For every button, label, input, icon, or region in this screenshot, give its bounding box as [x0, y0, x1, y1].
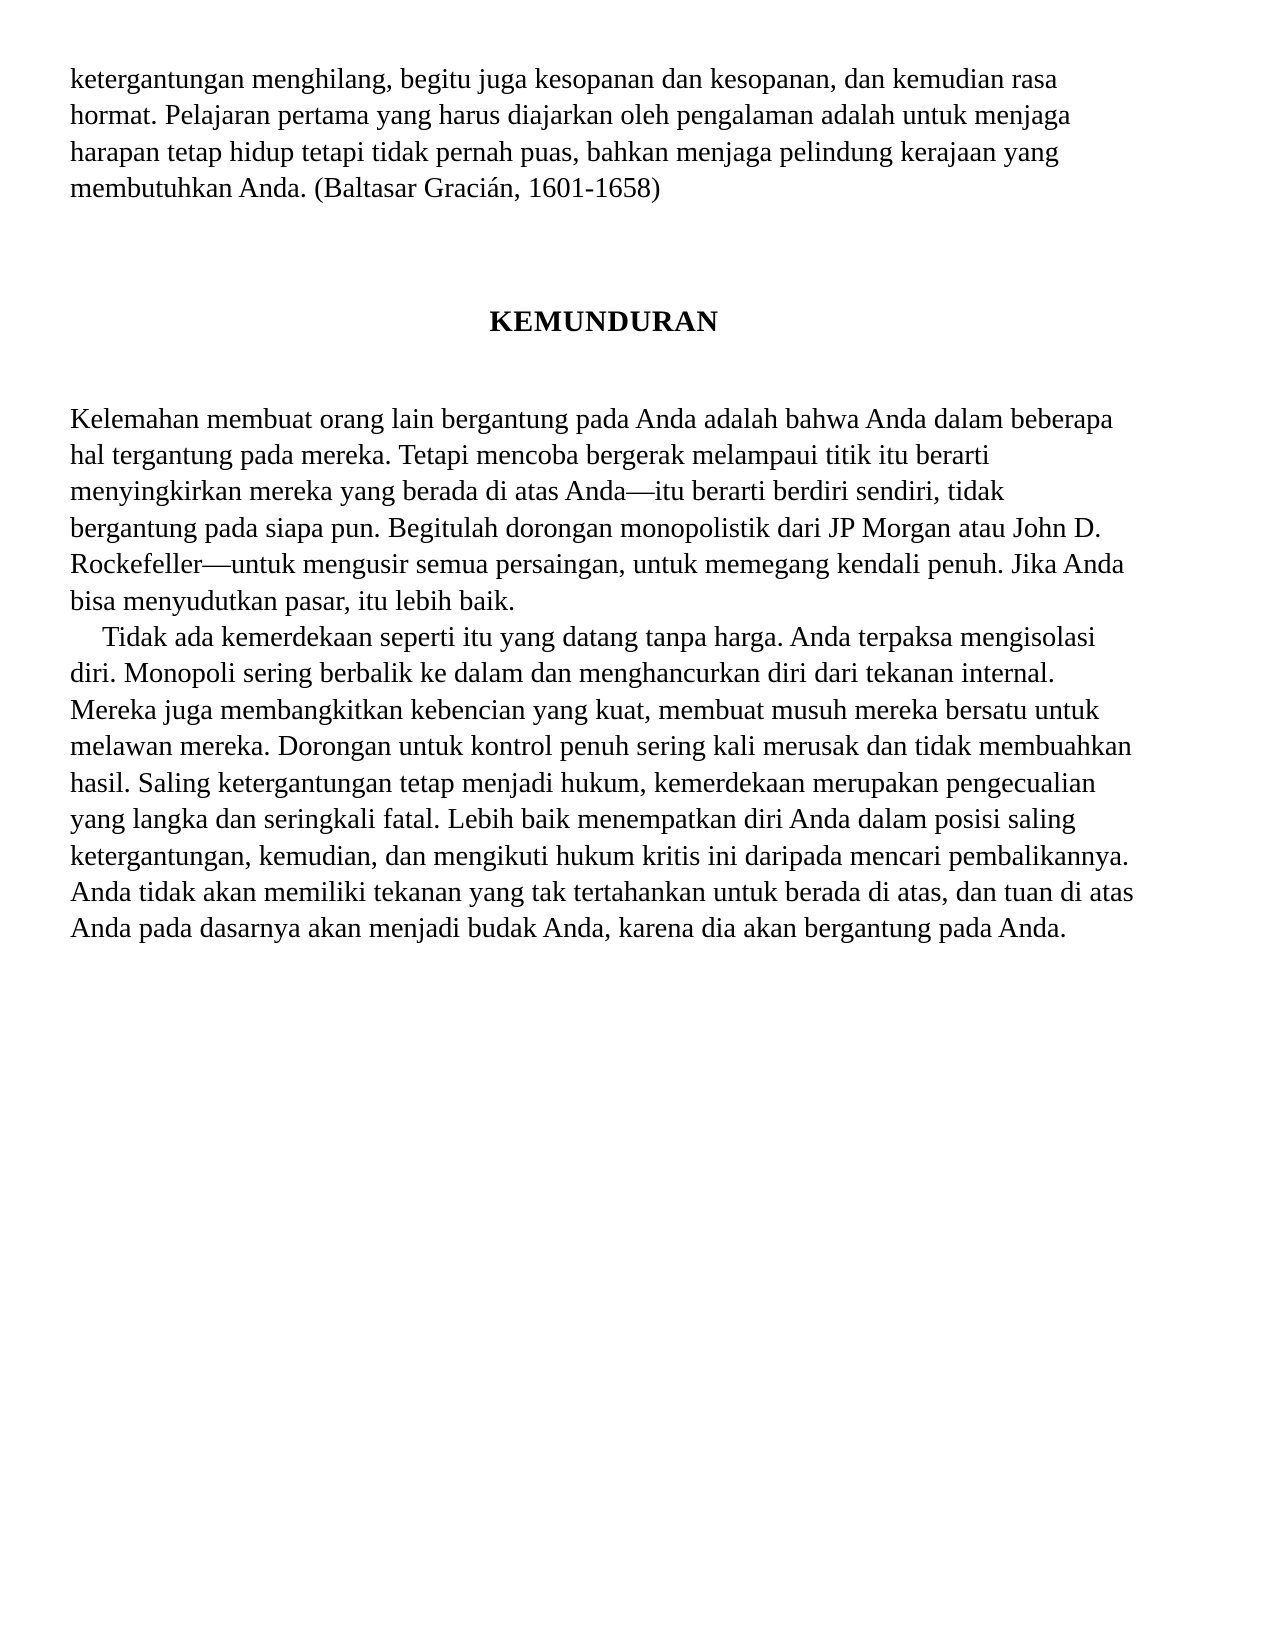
blank-page-area	[0, 1010, 1275, 1650]
text-column	[70, 62, 1138, 948]
body-paragraph-1: Kelemahan membuat orang lain bergantung pada Anda adalah bahwa Anda dalam beberapa hal tergantung pada mereka. Tetapi mencoba bergerak melampaui titik itu berarti menyingkirkan mereka yang berada di atas Anda—itu berarti berdiri sendiri, tidak bergantung pada siapa pun. Begitulah dorongan monopolistik dari JP Morgan atau John D. Rockefeller—untuk mengusir semua persaingan, untuk memegang kendali penuh. Jika Anda bisa menyudutkan pasar, itu lebih baik.	[70, 403, 1125, 617]
heading-block	[70, 304, 1138, 340]
body-paragraph-2: Tidak ada kemerdekaan seperti itu yang datang tanpa harga. Anda terpaksa mengisolasi diri. Monopoli sering berbalik ke dalam dan menghancurkan diri dari tekanan internal. Mereka juga membangkitkan kebencian yang kuat, membuat musuh mereka bersatu untuk melawan mereka. Dorongan untuk kontrol penuh sering kali merusak dan tidak membuahkan hasil. Saling ketergantungan tetap menjadi hukum, kemerdekaan merupakan pengecualian yang langka dan seringkali fatal. Lebih baik menempatkan diri Anda dalam posisi saling ketergantungan, kemudian, dan mengikuti hukum kritis ini daripada mencari pembalikannya. Anda tidak akan memiliki tekanan yang tak tertahankan untuk berada di atas, dan tuan di atas Anda pada dasarnya akan menjadi budak Anda, karena dia akan bergantung pada Anda.	[70, 622, 1134, 945]
continued-paragraph: ketergantungan menghilang, begitu juga kesopanan dan kesopanan, dan kemudian rasa hormat. Pelajaran pertama yang harus diajarkan oleh pengalaman adalah untuk menjaga harapan tetap hidup tetapi tidak pernah puas, bahkan menjaga pelindung kerajaan yang membutuhkan Anda. (Baltasar Gracián, 1601-1658)	[70, 64, 1071, 205]
section-heading: KEMUNDURAN	[489, 304, 719, 338]
